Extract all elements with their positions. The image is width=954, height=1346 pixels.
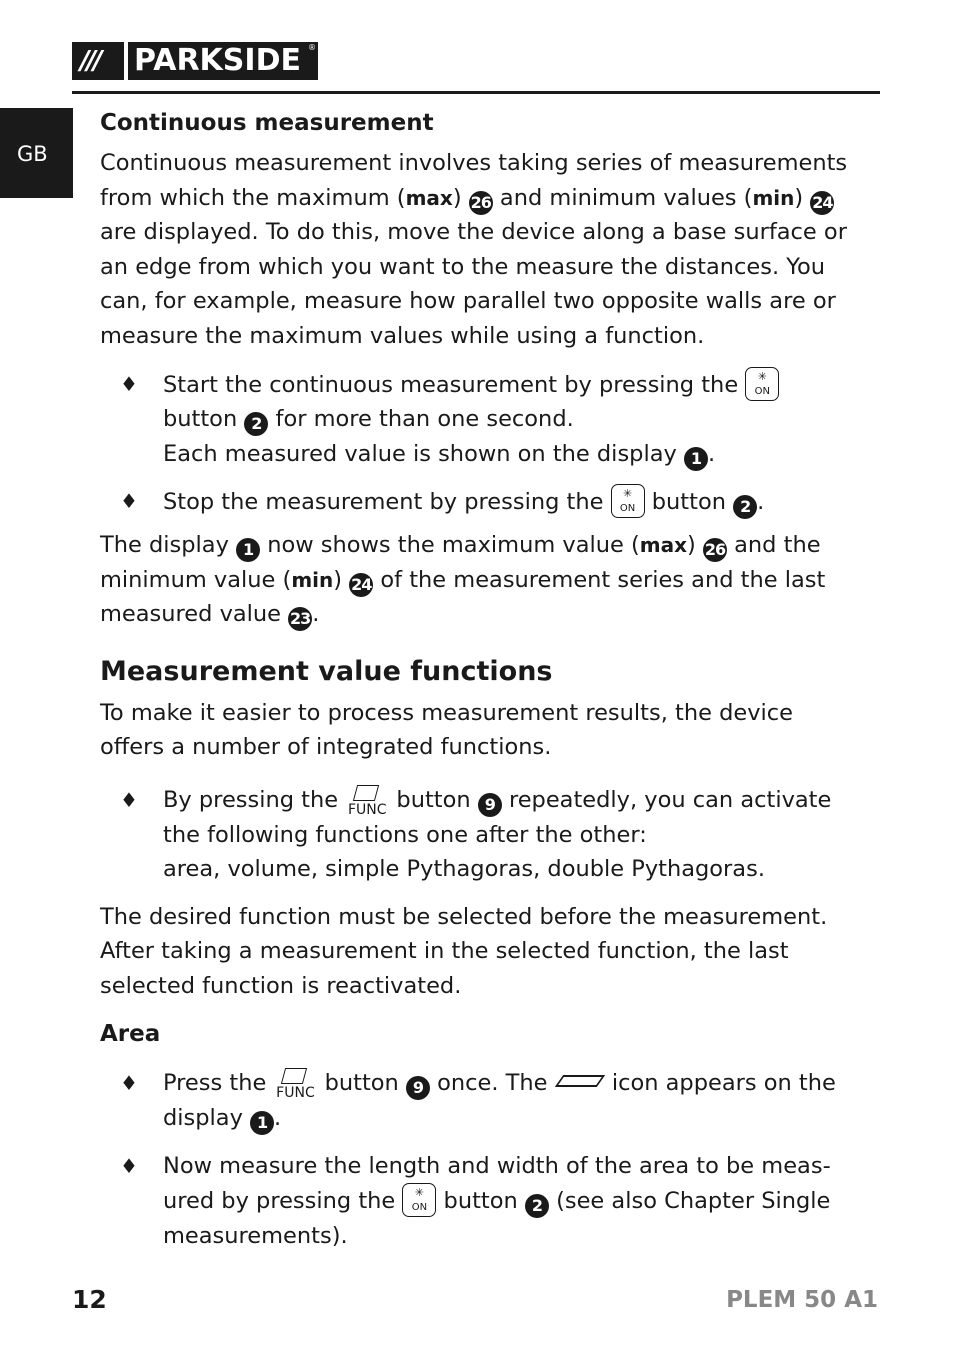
model-name: PLEM 50 A1 — [726, 1287, 878, 1313]
bullet-diamond-icon: ♦ — [120, 371, 138, 396]
ref-number-1: 1 — [236, 538, 260, 562]
language-tab: GB — [0, 108, 73, 198]
bullet-area-func: ♦ Press the FUNC button 9 once. The icon appears on the display 1 . — [100, 1066, 860, 1135]
min-tag: min — [291, 567, 334, 592]
section-heading-functions: Measurement value functions — [100, 655, 553, 687]
ref-number-2: 2 — [733, 495, 757, 519]
bullet-diamond-icon: ♦ — [120, 489, 138, 514]
ref-number-23: 23 — [288, 607, 312, 631]
bullet-diamond-icon: ♦ — [120, 1071, 138, 1096]
on-button-icon: ✳ ON — [611, 484, 645, 518]
area-icon — [554, 1075, 604, 1087]
section-heading-area: Area — [100, 1021, 161, 1048]
bullet-diamond-icon: ♦ — [120, 1153, 138, 1178]
func-button-icon: FUNC — [345, 783, 389, 817]
page-number: 12 — [72, 1285, 107, 1314]
logo-registered-mark: ® — [308, 43, 316, 52]
max-tag: max — [405, 185, 453, 210]
header-rule — [72, 91, 880, 94]
logo-slashes: /// — [80, 46, 100, 76]
bullet-stop-measurement: ♦ Stop the measurement by pressing the ✳ ON button 2 . — [100, 484, 860, 520]
ref-number-26: 26 — [469, 191, 493, 215]
min-tag: min — [752, 185, 795, 210]
max-tag: max — [639, 532, 688, 557]
bullet-start-measurement: ♦ Start the continuous measurement by pressing the ✳ ON button 2 for more than one second. Each measured value is shown on the display 1 . — [100, 367, 860, 472]
ref-number-1: 1 — [684, 447, 708, 471]
ref-number-9: 9 — [478, 793, 502, 817]
parkside-logo — [72, 42, 318, 80]
ref-number-26: 26 — [703, 538, 727, 562]
on-button-icon: ✳ ON — [745, 367, 779, 401]
functions-note: The desired function must be selected before the measurement. After taking a measurement in the selected function, the last selected function is reactivated. — [100, 903, 828, 999]
ref-number-1: 1 — [250, 1111, 274, 1135]
continuous-intro: Continuous measurement involves taking series of measurements from which the maximum (max) 26 and minimum values (min) 24 are displayed. To do this, move the device along a base surface or an edge from which you want to the measure the distances. You can, for example, measure how parallel two opposite walls are or measure the maximum values while using a function. — [100, 150, 848, 349]
continuous-result: The display 1 now shows the maximum value (max) 26 and the minimum value (min) 24 of the measurement series and the last measured value 23. — [100, 528, 860, 632]
section-heading-continuous: Continuous measurement — [100, 110, 434, 136]
func-button-icon: FUNC — [273, 1066, 317, 1100]
bullet-diamond-icon: ♦ — [120, 787, 138, 812]
ref-number-2: 2 — [244, 412, 268, 436]
on-button-icon: ✳ ON — [402, 1183, 436, 1217]
bullet-func-button: ♦ By pressing the FUNC button 9 repeatedly, you can activate the following functions one after the other: area, volume, simple Pythagoras, double Pythagoras. — [100, 783, 860, 887]
ref-number-24: 24 — [349, 573, 373, 597]
ref-number-24: 24 — [810, 191, 834, 215]
logo-wordmark: PARKSIDE — [134, 43, 301, 78]
bullet-area-measure: ♦ Now measure the length and width of the area to be meas-ured by pressing the ✳ ON button 2 (see also Chapter Single measurements). — [100, 1149, 860, 1254]
ref-number-2: 2 — [525, 1194, 549, 1218]
functions-intro: To make it easier to process measurement results, the device offers a number of integrated functions. — [100, 699, 793, 761]
ref-number-9: 9 — [406, 1076, 430, 1100]
page-content — [100, 105, 860, 1253]
